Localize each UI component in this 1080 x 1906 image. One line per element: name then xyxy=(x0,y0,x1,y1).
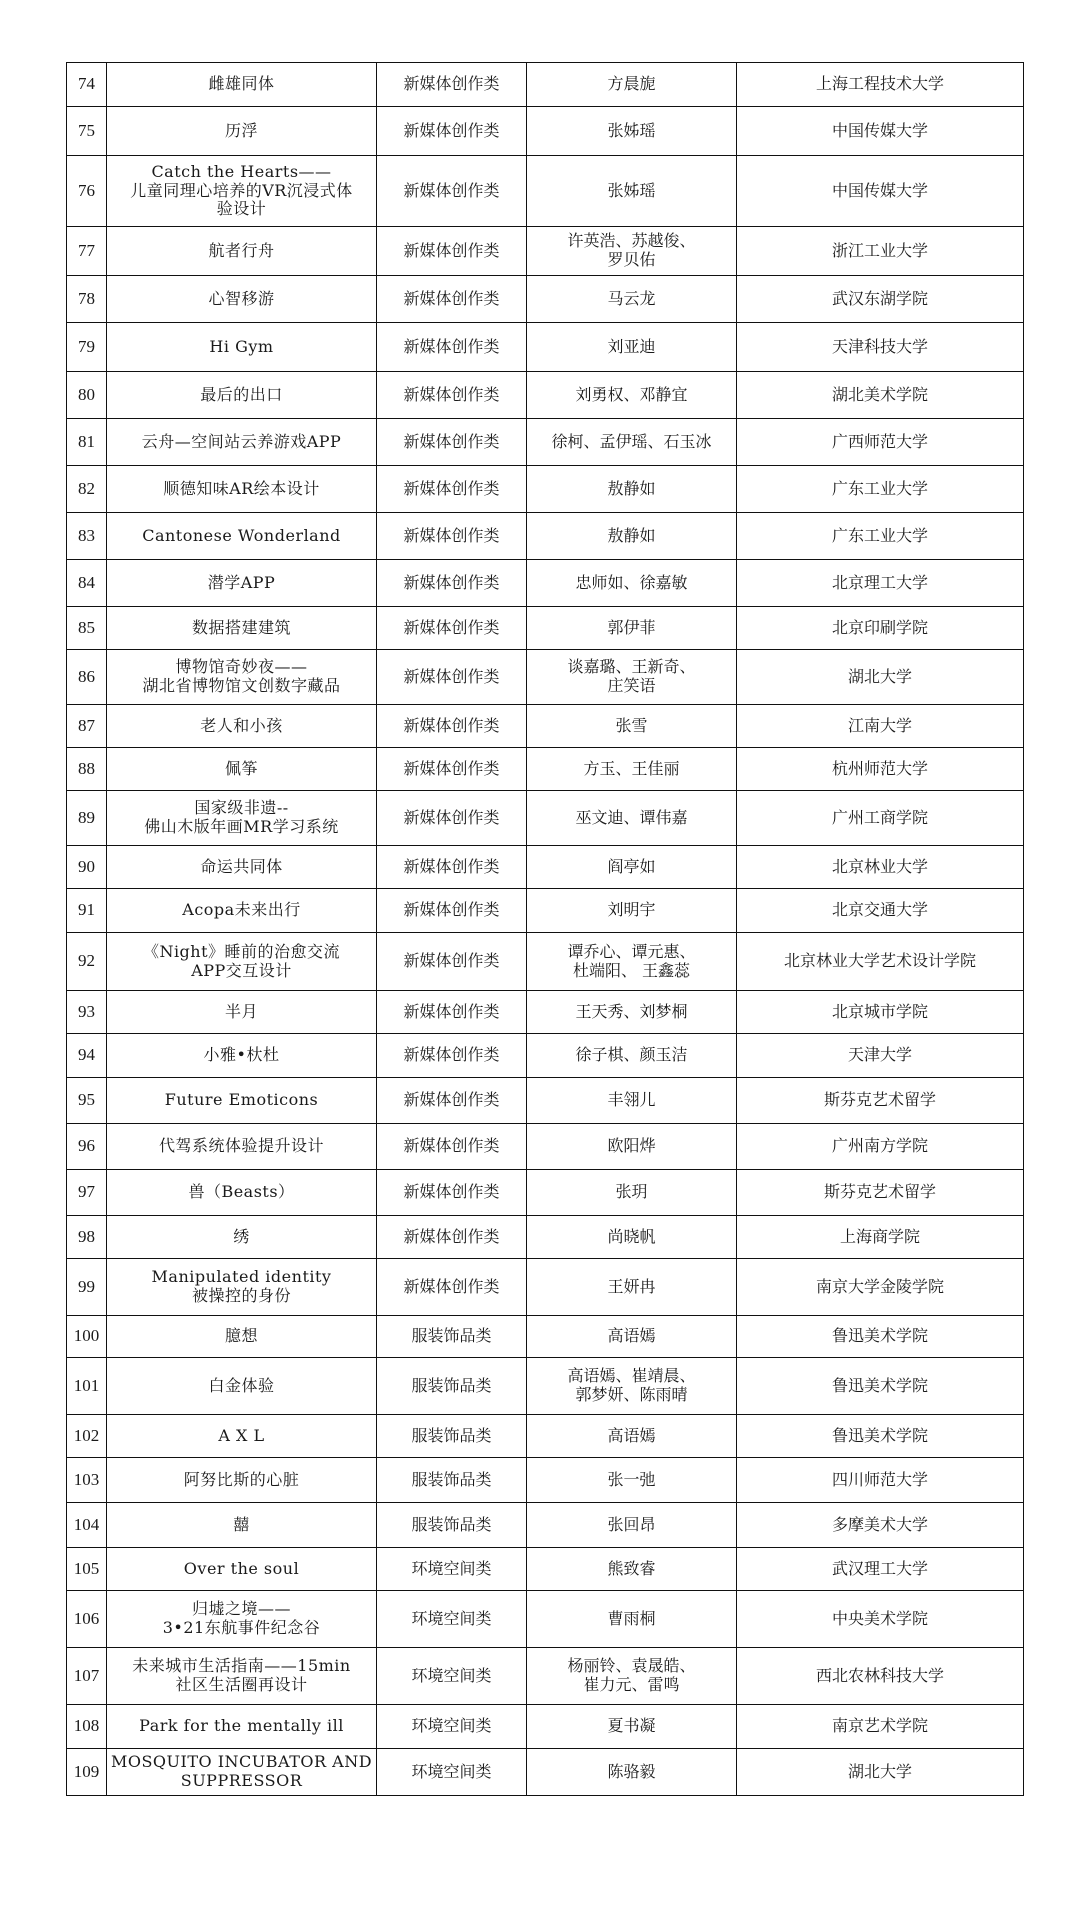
school-cell: 上海工程技术大学 xyxy=(737,63,1024,107)
work-title-cell: Future Emoticons xyxy=(107,1078,377,1124)
row-number-cell: 83 xyxy=(67,513,107,560)
row-number-cell: 94 xyxy=(67,1034,107,1078)
work-category-cell: 新媒体创作类 xyxy=(377,791,527,846)
authors-cell: 敖静如 xyxy=(527,466,737,513)
work-category-cell: 新媒体创作类 xyxy=(377,227,527,276)
row-number-cell: 89 xyxy=(67,791,107,846)
table-row xyxy=(67,63,1024,107)
table-row xyxy=(67,933,1024,991)
work-title-cell: 归墟之境—— 3•21东航事件纪念谷 xyxy=(107,1591,377,1648)
work-title-cell: 未来城市生活指南——15min 社区生活圈再设计 xyxy=(107,1648,377,1705)
school-cell: 广东工业大学 xyxy=(737,466,1024,513)
work-category-cell: 新媒体创作类 xyxy=(377,323,527,372)
table-row xyxy=(67,513,1024,560)
document-page xyxy=(66,62,1023,1796)
table-row xyxy=(67,156,1024,227)
school-cell: 浙江工业大学 xyxy=(737,227,1024,276)
work-title-cell: Acopa未来出行 xyxy=(107,889,377,933)
table-row xyxy=(67,1358,1024,1415)
work-title-cell: 潜学APP xyxy=(107,560,377,607)
authors-cell: 刘明宇 xyxy=(527,889,737,933)
work-title-cell: 白金体验 xyxy=(107,1358,377,1415)
work-title-cell: 航者行舟 xyxy=(107,227,377,276)
school-cell: 湖北大学 xyxy=(737,650,1024,705)
work-category-cell: 新媒体创作类 xyxy=(377,1216,527,1259)
row-number-cell: 86 xyxy=(67,650,107,705)
authors-cell: 谭乔心、谭元惠、 杜端阳、 王鑫蕊 xyxy=(527,933,737,991)
work-title-cell: MOSQUITO INCUBATOR AND SUPPRESSOR xyxy=(107,1749,377,1796)
table-body xyxy=(67,63,1024,1796)
school-cell: 湖北大学 xyxy=(737,1749,1024,1796)
table-row xyxy=(67,1503,1024,1548)
work-title-cell: 云舟—空间站云养游戏APP xyxy=(107,419,377,466)
school-cell: 天津大学 xyxy=(737,1034,1024,1078)
school-cell: 北京城市学院 xyxy=(737,991,1024,1034)
work-title-cell: 绣 xyxy=(107,1216,377,1259)
row-number-cell: 78 xyxy=(67,276,107,323)
work-category-cell: 新媒体创作类 xyxy=(377,1259,527,1316)
work-category-cell: 新媒体创作类 xyxy=(377,1170,527,1216)
authors-cell: 徐柯、孟伊瑶、石玉冰 xyxy=(527,419,737,466)
school-cell: 中国传媒大学 xyxy=(737,107,1024,156)
row-number-cell: 108 xyxy=(67,1705,107,1749)
table-row xyxy=(67,1749,1024,1796)
work-title-cell: Over the soul xyxy=(107,1548,377,1591)
table-row xyxy=(67,1415,1024,1458)
table-row xyxy=(67,227,1024,276)
school-cell: 西北农林科技大学 xyxy=(737,1648,1024,1705)
school-cell: 北京交通大学 xyxy=(737,889,1024,933)
authors-cell: 张雪 xyxy=(527,705,737,748)
row-number-cell: 80 xyxy=(67,372,107,419)
authors-cell: 阎亭如 xyxy=(527,846,737,889)
work-category-cell: 环境空间类 xyxy=(377,1648,527,1705)
work-category-cell: 新媒体创作类 xyxy=(377,107,527,156)
school-cell: 鲁迅美术学院 xyxy=(737,1316,1024,1358)
table-row xyxy=(67,1548,1024,1591)
row-number-cell: 98 xyxy=(67,1216,107,1259)
work-title-cell: 顺德知味AR绘本设计 xyxy=(107,466,377,513)
row-number-cell: 87 xyxy=(67,705,107,748)
authors-cell: 巫文迪、谭伟嘉 xyxy=(527,791,737,846)
table-row xyxy=(67,1170,1024,1216)
work-category-cell: 新媒体创作类 xyxy=(377,846,527,889)
work-category-cell: 环境空间类 xyxy=(377,1548,527,1591)
work-title-cell: 心智移游 xyxy=(107,276,377,323)
school-cell: 斯芬克艺术留学 xyxy=(737,1170,1024,1216)
authors-cell: 陈骆毅 xyxy=(527,1749,737,1796)
work-category-cell: 新媒体创作类 xyxy=(377,607,527,650)
work-title-cell: Catch the Hearts—— 儿童同理心培养的VR沉浸式体 验设计 xyxy=(107,156,377,227)
table-row xyxy=(67,466,1024,513)
row-number-cell: 88 xyxy=(67,748,107,791)
work-category-cell: 新媒体创作类 xyxy=(377,63,527,107)
school-cell: 广西师范大学 xyxy=(737,419,1024,466)
table-row xyxy=(67,889,1024,933)
authors-cell: 熊致睿 xyxy=(527,1548,737,1591)
table-row xyxy=(67,1591,1024,1648)
work-title-cell: 小雅•杕杜 xyxy=(107,1034,377,1078)
row-number-cell: 90 xyxy=(67,846,107,889)
work-category-cell: 服装饰品类 xyxy=(377,1316,527,1358)
work-title-cell: 博物馆奇妙夜—— 湖北省博物馆文创数字藏品 xyxy=(107,650,377,705)
school-cell: 四川师范大学 xyxy=(737,1458,1024,1503)
work-category-cell: 新媒体创作类 xyxy=(377,889,527,933)
authors-cell: 刘亚迪 xyxy=(527,323,737,372)
table-row xyxy=(67,1316,1024,1358)
work-category-cell: 新媒体创作类 xyxy=(377,650,527,705)
authors-cell: 张玥 xyxy=(527,1170,737,1216)
work-category-cell: 新媒体创作类 xyxy=(377,748,527,791)
work-title-cell: 《Night》睡前的治愈交流 APP交互设计 xyxy=(107,933,377,991)
school-cell: 江南大学 xyxy=(737,705,1024,748)
authors-cell: 许英浩、苏越俊、 罗贝佑 xyxy=(527,227,737,276)
row-number-cell: 92 xyxy=(67,933,107,991)
row-number-cell: 102 xyxy=(67,1415,107,1458)
work-title-cell: 臆想 xyxy=(107,1316,377,1358)
authors-cell: 谈嘉璐、王新奇、 庄笑语 xyxy=(527,650,737,705)
school-cell: 南京艺术学院 xyxy=(737,1705,1024,1749)
table-row xyxy=(67,1078,1024,1124)
work-title-cell: 代驾系统体验提升设计 xyxy=(107,1124,377,1170)
table-row xyxy=(67,560,1024,607)
table-row xyxy=(67,1259,1024,1316)
row-number-cell: 82 xyxy=(67,466,107,513)
work-category-cell: 环境空间类 xyxy=(377,1591,527,1648)
work-category-cell: 新媒体创作类 xyxy=(377,560,527,607)
school-cell: 广州南方学院 xyxy=(737,1124,1024,1170)
authors-cell: 张姊瑶 xyxy=(527,107,737,156)
work-category-cell: 环境空间类 xyxy=(377,1705,527,1749)
row-number-cell: 104 xyxy=(67,1503,107,1548)
row-number-cell: 79 xyxy=(67,323,107,372)
work-title-cell: Manipulated identity 被操控的身份 xyxy=(107,1259,377,1316)
school-cell: 天津科技大学 xyxy=(737,323,1024,372)
table-row xyxy=(67,705,1024,748)
row-number-cell: 103 xyxy=(67,1458,107,1503)
work-category-cell: 新媒体创作类 xyxy=(377,276,527,323)
work-category-cell: 服装饰品类 xyxy=(377,1415,527,1458)
table-row xyxy=(67,107,1024,156)
authors-cell: 敖静如 xyxy=(527,513,737,560)
authors-cell: 曹雨桐 xyxy=(527,1591,737,1648)
school-cell: 武汉理工大学 xyxy=(737,1548,1024,1591)
work-title-cell: 阿努比斯的心脏 xyxy=(107,1458,377,1503)
school-cell: 杭州师范大学 xyxy=(737,748,1024,791)
table-row xyxy=(67,1216,1024,1259)
row-number-cell: 76 xyxy=(67,156,107,227)
school-cell: 中央美术学院 xyxy=(737,1591,1024,1648)
work-category-cell: 新媒体创作类 xyxy=(377,1078,527,1124)
row-number-cell: 101 xyxy=(67,1358,107,1415)
table-row xyxy=(67,1458,1024,1503)
table-row xyxy=(67,991,1024,1034)
table-row xyxy=(67,1648,1024,1705)
row-number-cell: 81 xyxy=(67,419,107,466)
school-cell: 北京林业大学 xyxy=(737,846,1024,889)
table-row xyxy=(67,372,1024,419)
authors-cell: 方晨旎 xyxy=(527,63,737,107)
work-title-cell: 佩筝 xyxy=(107,748,377,791)
school-cell: 北京印刷学院 xyxy=(737,607,1024,650)
work-title-cell: Park for the mentally ill xyxy=(107,1705,377,1749)
authors-cell: 刘勇权、邓静宜 xyxy=(527,372,737,419)
table-row xyxy=(67,276,1024,323)
school-cell: 湖北美术学院 xyxy=(737,372,1024,419)
work-title-cell: 老人和小孩 xyxy=(107,705,377,748)
school-cell: 北京林业大学艺术设计学院 xyxy=(737,933,1024,991)
row-number-cell: 105 xyxy=(67,1548,107,1591)
work-category-cell: 新媒体创作类 xyxy=(377,1124,527,1170)
table-row xyxy=(67,650,1024,705)
work-category-cell: 新媒体创作类 xyxy=(377,156,527,227)
school-cell: 上海商学院 xyxy=(737,1216,1024,1259)
school-cell: 多摩美术大学 xyxy=(737,1503,1024,1548)
authors-cell: 丰翎儿 xyxy=(527,1078,737,1124)
row-number-cell: 84 xyxy=(67,560,107,607)
authors-cell: 方玉、王佳丽 xyxy=(527,748,737,791)
work-category-cell: 新媒体创作类 xyxy=(377,419,527,466)
authors-cell: 杨丽铃、袁晟皓、 崔力元、雷鸣 xyxy=(527,1648,737,1705)
table-row xyxy=(67,1034,1024,1078)
authors-cell: 忠师如、徐嘉敏 xyxy=(527,560,737,607)
work-category-cell: 新媒体创作类 xyxy=(377,1034,527,1078)
authors-cell: 徐子棋、颜玉洁 xyxy=(527,1034,737,1078)
row-number-cell: 99 xyxy=(67,1259,107,1316)
work-title-cell: 国家级非遗-- 佛山木版年画MR学习系统 xyxy=(107,791,377,846)
row-number-cell: 106 xyxy=(67,1591,107,1648)
authors-cell: 张一弛 xyxy=(527,1458,737,1503)
row-number-cell: 107 xyxy=(67,1648,107,1705)
work-category-cell: 新媒体创作类 xyxy=(377,466,527,513)
work-category-cell: 新媒体创作类 xyxy=(377,991,527,1034)
authors-cell: 马云龙 xyxy=(527,276,737,323)
school-cell: 斯芬克艺术留学 xyxy=(737,1078,1024,1124)
row-number-cell: 75 xyxy=(67,107,107,156)
row-number-cell: 95 xyxy=(67,1078,107,1124)
table-row xyxy=(67,748,1024,791)
work-category-cell: 环境空间类 xyxy=(377,1749,527,1796)
row-number-cell: 77 xyxy=(67,227,107,276)
table-row xyxy=(67,419,1024,466)
authors-cell: 欧阳烨 xyxy=(527,1124,737,1170)
school-cell: 广东工业大学 xyxy=(737,513,1024,560)
row-number-cell: 109 xyxy=(67,1749,107,1796)
work-category-cell: 新媒体创作类 xyxy=(377,513,527,560)
authors-cell: 张回昂 xyxy=(527,1503,737,1548)
row-number-cell: 93 xyxy=(67,991,107,1034)
work-title-cell: 兽（Beasts） xyxy=(107,1170,377,1216)
work-title-cell: Hi Gym xyxy=(107,323,377,372)
work-category-cell: 服装饰品类 xyxy=(377,1358,527,1415)
authors-cell: 张姊瑶 xyxy=(527,156,737,227)
authors-cell: 高语嫣 xyxy=(527,1415,737,1458)
authors-cell: 高语嫣 xyxy=(527,1316,737,1358)
work-title-cell: 囍 xyxy=(107,1503,377,1548)
table-row xyxy=(67,791,1024,846)
table-row xyxy=(67,846,1024,889)
work-title-cell: 命运共同体 xyxy=(107,846,377,889)
school-cell: 中国传媒大学 xyxy=(737,156,1024,227)
table-row xyxy=(67,1124,1024,1170)
row-number-cell: 85 xyxy=(67,607,107,650)
school-cell: 广州工商学院 xyxy=(737,791,1024,846)
row-number-cell: 100 xyxy=(67,1316,107,1358)
authors-cell: 王妍冉 xyxy=(527,1259,737,1316)
work-category-cell: 新媒体创作类 xyxy=(377,705,527,748)
work-title-cell: Cantonese Wonderland xyxy=(107,513,377,560)
row-number-cell: 91 xyxy=(67,889,107,933)
row-number-cell: 74 xyxy=(67,63,107,107)
table-row xyxy=(67,323,1024,372)
work-title-cell: 数据搭建建筑 xyxy=(107,607,377,650)
table-row xyxy=(67,1705,1024,1749)
row-number-cell: 97 xyxy=(67,1170,107,1216)
authors-cell: 王天秀、刘梦桐 xyxy=(527,991,737,1034)
school-cell: 鲁迅美术学院 xyxy=(737,1358,1024,1415)
work-category-cell: 新媒体创作类 xyxy=(377,933,527,991)
work-title-cell: 最后的出口 xyxy=(107,372,377,419)
work-title-cell: 雌雄同体 xyxy=(107,63,377,107)
work-title-cell: A X L xyxy=(107,1415,377,1458)
authors-cell: 高语嫣、崔靖晨、 郭梦妍、陈雨晴 xyxy=(527,1358,737,1415)
work-title-cell: 历浮 xyxy=(107,107,377,156)
table-row xyxy=(67,607,1024,650)
school-cell: 武汉东湖学院 xyxy=(737,276,1024,323)
authors-cell: 夏书凝 xyxy=(527,1705,737,1749)
authors-cell: 尚晓帆 xyxy=(527,1216,737,1259)
authors-cell: 郭伊菲 xyxy=(527,607,737,650)
school-cell: 南京大学金陵学院 xyxy=(737,1259,1024,1316)
work-category-cell: 服装饰品类 xyxy=(377,1458,527,1503)
row-number-cell: 96 xyxy=(67,1124,107,1170)
school-cell: 鲁迅美术学院 xyxy=(737,1415,1024,1458)
school-cell: 北京理工大学 xyxy=(737,560,1024,607)
work-category-cell: 新媒体创作类 xyxy=(377,372,527,419)
work-title-cell: 半月 xyxy=(107,991,377,1034)
award-list-table xyxy=(66,62,1024,1796)
work-category-cell: 服装饰品类 xyxy=(377,1503,527,1548)
